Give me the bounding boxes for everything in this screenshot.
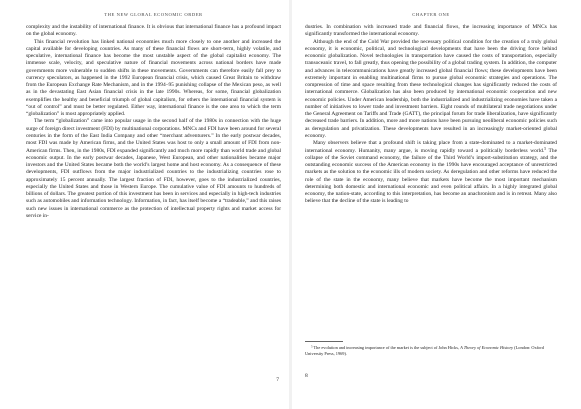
footnote-marker: 5 (311, 344, 313, 349)
paragraph (305, 140, 557, 205)
footnote-text: (London: Oxford University Press, 1969). (305, 345, 544, 356)
footnote (305, 345, 557, 356)
footnote-rule (305, 341, 343, 342)
body-text (26, 24, 281, 220)
right-page (305, 0, 557, 409)
paragraph-text: The collapse of the Soviet command economy, the failure of the Third World’s import-substitution strategy, and the outstanding economic success of the American economy in the 1990s have encouraged acceptance of unrestricted markets as the solution to the economic ills of modern society. As deregulation and other reforms have reduced the role of the state in the economy, many believe that markets have become the most important mechanism determining both domestic and international economic and even political affairs. In a highly integrated global economy, the nation-state, according to this interpretation, has become an anachronism and is in retreat. Many also believe that the decline of the state is leading to (305, 147, 557, 205)
paragraph: The term “globalization” came into popular usage in the second half of the 1980s in connection with the huge surge of foreign direct investment (FDI) by multinational corporations. MNCs and FDI have been around for several centuries in the form of the East India Company and other “merchant adventurers.” In the early postwar decades, most FDI was made by American firms, and the United States was host to only a small amount of FDI from non-American firms. Then, in the 1980s, FDI expanded significantly and much more rapidly than world trade and global economic output. In the early postwar decades, Japanese, West European, and other nationalities became major investors and the United States became both the world’s largest home and host economy. As a consequence of these developments, FDI outflows from the major industrialized countries to the industrializing countries rose to approximately 15 percent annually. The largest fraction of FDI, however, goes to the industrialized countries, especially the United States and those in Western Europe. The cumulative value of FDI amounts to hundreds of billions of dollars. The greatest portion of this investment has been in services and especially in high-tech industries such as automobiles and information technology. Information, in fact, has itself become a “tradeable,” and this raises such new issues in international commerce as the protection of intellectual property rights and market access for service in- (26, 118, 281, 219)
paragraph: dustries. In combination with increased trade and financial flows, the increasing importance of MNCs has significantly transformed the international economy. (305, 24, 557, 38)
paragraph-text: Many observers believe that a profound shift is taking place from a state-dominated to a market-dominated international economy. Humanity, many argue, is moving rapidly toward a politically borderless world. (305, 140, 557, 154)
paragraph: Although the end of the Cold War provided the necessary political condition for the creation of a truly global economy, it is economic, political, and technological developments that have been the driving force behind economic globalization. Novel technologies in transportation have caused the costs of transportation, especially transoceanic travel, to fall greatly, thus opening the possibility of a global trading system. In addition, the computer and advances in telecommunications have greatly increased global financial flows; these developments have been extremely important in enabling multinational firms to pursue global economic strategies and operations. The compression of time and space resulting from these technological changes has significantly reduced the costs of international commerce. Globalization has also been produced by international economic cooperation and new economic policies. Under American leadership, both the industrialized and industrializing economies have taken a number of initiatives to lower trade and investment barriers. Eight rounds of multilateral trade negotiations under the General Agreement on Tariffs and Trade (GATT), the principal forum for trade liberalization, have significantly decreased trade barriers. In addition, more and more nations have been pursuing neoliberal economic policies such as deregulation and privatization. These developments have resulted in an increasingly market-oriented global economy. (305, 38, 557, 139)
page-number: 7 (276, 377, 279, 383)
footnote-book-title: A Theory of Economic History (460, 345, 514, 350)
footnote-text: The evolution and increasing importance of the market is the subject of John Hicks, (313, 345, 461, 350)
left-page (26, 0, 281, 409)
page-number: 8 (305, 373, 308, 379)
body-text (305, 24, 557, 206)
running-head: CHAPTER ONE (412, 12, 450, 17)
footnote-reference[interactable]: 5 (544, 146, 547, 151)
running-head: THE NEW GLOBAL ECONOMIC ORDER (104, 12, 203, 17)
paragraph: complexity and the instability of international finance. It is obvious that international finance has a profound impact on the global economy. (26, 24, 281, 38)
book-gutter (289, 0, 292, 409)
paragraph: This financial revolution has linked national economies much more closely to one another and increased the capital available for developing countries. As many of these financial flows are short-term, highly volatile, and speculative, international finance has become the most unstable aspect of the global capitalist economy. The immense scale, velocity, and speculative nature of financial movements across national borders have made governments more vulnerable to sudden shifts in these movements. Governments can therefore easily fall prey to currency speculators, as happened in the 1992 European financial crisis, which caused Great Britain to withdraw from the European Exchange Rate Mechanism, and in the 1994–95 punishing collapse of the Mexican peso, as well as in the devastating East Asian financial crisis in the late 1990s. Whereas, for some, financial globalization exemplifies the healthy and beneficial triumph of global capitalism, for others the international financial system is “out of control” and must be better regulated. Either way, international finance is the one area to which the term “globalization” is most appropriately applied. (26, 38, 281, 118)
